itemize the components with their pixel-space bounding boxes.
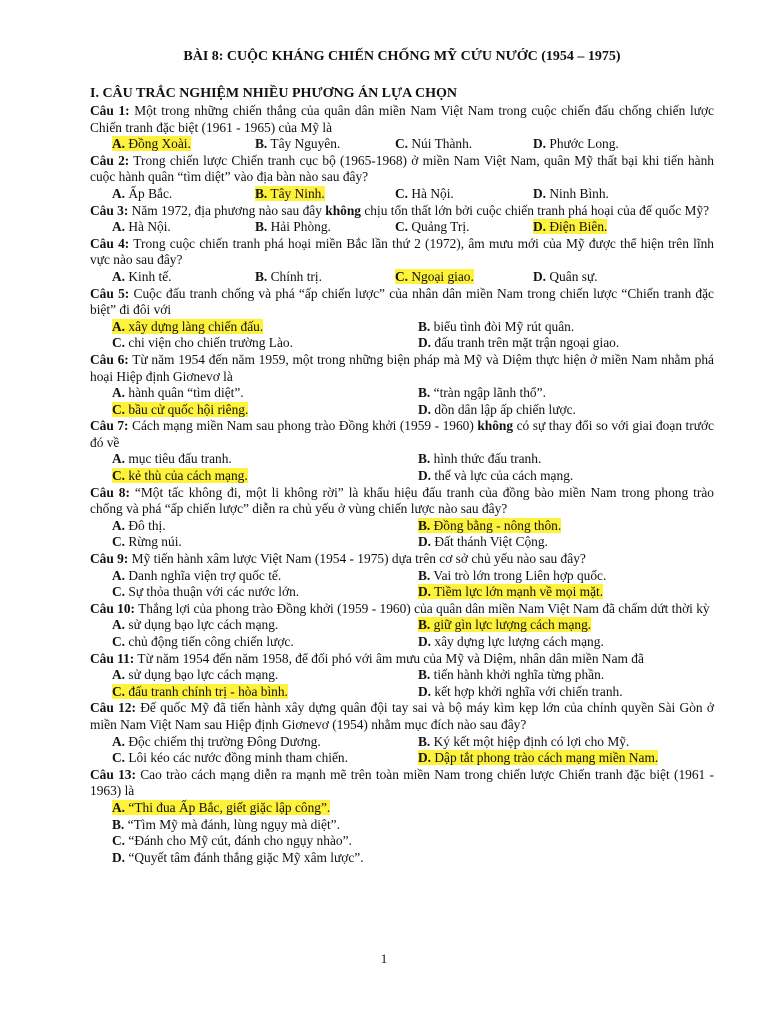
answer-option (255, 219, 395, 236)
option-text: Rừng núi. (125, 534, 182, 550)
option-letter: C. (112, 468, 126, 484)
option-letter: C. (395, 219, 409, 235)
answer-option-content (418, 468, 573, 483)
option-letter: C. (112, 584, 126, 600)
option-letter: A. (112, 185, 126, 201)
correct-answer-highlight (418, 617, 591, 632)
option-letter: A. (112, 268, 126, 284)
option-letter: C. (395, 268, 409, 284)
option-text: xây dựng làng chiến đấu. (125, 318, 264, 334)
correct-answer-highlight (112, 402, 248, 417)
option-text: Quảng Trị. (408, 219, 470, 235)
option-text: Điện Biên. (546, 219, 608, 235)
answer-option (395, 269, 533, 286)
option-letter: A. (112, 517, 126, 533)
option-text: Hải Phòng. (267, 219, 331, 235)
correct-answer-highlight (418, 518, 561, 533)
answer-options (90, 186, 714, 203)
option-text: hình thức đấu tranh. (430, 451, 542, 467)
answer-option (418, 335, 718, 352)
option-letter: B. (418, 667, 431, 683)
answer-option (112, 468, 418, 485)
option-text: đấu tranh trên mặt trận ngoại giao. (431, 335, 620, 351)
section-heading: I. CÂU TRẮC NGHIỆM NHIỀU PHƯƠNG ÁN LỰA CHỌN (90, 86, 457, 101)
answer-option (395, 136, 533, 153)
answer-option (533, 136, 673, 153)
option-text: “Tìm Mỹ mà đánh, lùng ngụy mà diệt”. (124, 816, 340, 832)
option-letter: D. (418, 401, 432, 417)
answer-option (112, 402, 418, 419)
answer-option-content (112, 833, 352, 848)
answer-option-content (255, 219, 331, 234)
option-letter: B. (255, 136, 268, 152)
question-number: Câu 11: (90, 650, 135, 666)
option-letter: C. (395, 136, 409, 152)
question-number: Câu 1: (90, 103, 130, 118)
option-text: Ngoại giao. (408, 268, 474, 284)
answer-options (90, 219, 714, 236)
answer-option-content (418, 568, 606, 583)
option-letter: B. (255, 268, 268, 284)
answer-options (90, 518, 714, 551)
option-letter: D. (418, 335, 432, 351)
question-stem (90, 418, 714, 451)
answer-option (112, 617, 418, 634)
correct-answer-highlight (255, 186, 325, 201)
answer-option-content (418, 634, 604, 649)
option-text: “Đánh cho Mỹ cút, đánh cho ngụy nhào”. (125, 833, 352, 849)
option-letter: B. (418, 385, 431, 401)
question-keyword: không (477, 418, 514, 434)
answer-option (418, 734, 718, 751)
question-stem (90, 601, 714, 618)
option-letter: A. (112, 451, 126, 467)
answer-option (418, 534, 718, 551)
option-text: Núi Thành. (408, 136, 473, 152)
option-letter: B. (255, 185, 268, 201)
question-text: Đế quốc Mỹ đã tiến hành xây dựng quân đội tay sai và bộ máy kìm kẹp lớn của chính quyền Sài Gòn ở miền Nam Việt Nam sau Hiệp định Giơnevơ (1954) nhằm mục đích nào sau đây? (90, 700, 714, 732)
question-text: “Một tấc không đi, một li không rời” là khẩu hiệu đấu tranh của đồng bào miền Nam trong phong trào chống và phá “ấp chiến lược” diễn ra chủ yếu ở vùng chiến lược nào sau đây? (90, 484, 714, 517)
answer-option-content (112, 750, 348, 765)
question-stem (90, 286, 714, 319)
page-title: BÀI 8: CUỘC KHÁNG CHIẾN CHỐNG MỸ CỨU NƯỚC (1954 – 1975) (183, 49, 621, 64)
answer-option-content (533, 269, 598, 284)
answer-option-content (112, 667, 278, 682)
option-letter: C. (395, 185, 409, 201)
answer-option (112, 269, 255, 286)
option-text: tiến hành khởi nghĩa từng phần. (430, 667, 605, 683)
option-text: hành quân “tìm diệt”. (125, 385, 244, 401)
option-text: Phước Long. (546, 136, 619, 152)
correct-answer-highlight (112, 684, 288, 699)
option-letter: B. (418, 617, 431, 633)
question-stem (90, 352, 714, 385)
answer-options (90, 734, 714, 767)
option-text: Sự thỏa thuận với các nước lớn. (125, 584, 300, 600)
option-letter: A. (112, 318, 126, 334)
question-stem (90, 700, 714, 733)
question-number: Câu 12: (90, 700, 136, 716)
answer-option-content (533, 186, 609, 201)
option-text: Ấp Bắc. (125, 185, 173, 201)
option-letter: B. (418, 517, 431, 533)
answer-option-content (418, 534, 548, 549)
question-text: Một trong những chiến thắng của quân dân miền Nam Việt Nam trong cuộc chiến đấu chống chiến lược Chiến tranh đặc biệt (1961 - 1965) của Mỹ là (90, 103, 714, 135)
answer-option-content (112, 451, 232, 466)
option-letter: B. (418, 733, 431, 749)
answer-option (533, 219, 673, 236)
answer-option (533, 269, 673, 286)
question-stem (90, 551, 714, 568)
answer-option-content (112, 634, 294, 649)
option-letter: A. (112, 667, 126, 683)
answer-option (112, 186, 255, 203)
option-letter: A. (112, 733, 126, 749)
question-text: Từ năm 1954 đến năm 1959, một trong những biện pháp mà Mỹ và Diệm thực hiện ở miền Nam nhằm phá hoại Hiệp định Giơnevơ là (90, 351, 714, 384)
option-letter: D. (533, 268, 547, 284)
answer-option (418, 402, 718, 419)
answer-option-content (255, 136, 340, 151)
option-text: Đồng Xoài. (125, 136, 191, 152)
answer-option (395, 219, 533, 236)
answer-option-content (112, 534, 182, 549)
answer-option (112, 534, 418, 551)
question-text: Trong cuộc chiến tranh phá hoại miền Bắc lần thứ 2 (1972), âm mưu mới của Mỹ được thể hiện trên lĩnh vực nào sau đây? (90, 235, 714, 268)
option-letter: C. (112, 534, 126, 550)
question-stem (90, 485, 714, 518)
question-number: Câu 4: (90, 235, 130, 251)
option-letter: D. (533, 185, 547, 201)
option-text: Lôi kéo các nước đồng minh tham chiến. (125, 750, 348, 766)
answer-option-content (112, 269, 172, 284)
option-text: Ký kết một hiệp định có lợi cho Mỹ. (430, 733, 630, 749)
option-letter: D. (112, 849, 126, 865)
answer-options (90, 269, 714, 286)
question-text-continued: chịu tổn thất lớn bởi cuộc chiến tranh phá hoại của đế quốc Mỹ? (361, 202, 710, 218)
question-text: Thắng lợi của phong trào Đồng khởi (1959 - 1960) của quân dân miền Nam Việt Nam đã chấm dứt thời kỳ (135, 600, 710, 616)
question-text: Mỹ tiến hành xâm lược Việt Nam (1954 - 1975) dựa trên cơ sở chủ yếu nào sau đây? (128, 551, 586, 567)
question-number: Câu 3: (90, 202, 129, 218)
answer-option (418, 634, 718, 651)
option-text: Danh nghĩa viện trợ quốc tế. (125, 567, 282, 583)
answer-option (112, 850, 714, 867)
option-text: xây dựng lực lượng cách mạng. (431, 634, 604, 649)
option-text: mục tiêu đấu tranh. (125, 451, 232, 467)
option-letter: A. (112, 136, 126, 152)
answer-option (418, 617, 718, 634)
answer-options (90, 667, 714, 700)
question-stem (90, 651, 714, 668)
option-letter: D. (418, 634, 432, 649)
option-letter: C. (112, 401, 126, 417)
answer-option (112, 335, 418, 352)
question-number: Câu 10: (90, 600, 136, 616)
answer-option (112, 634, 418, 651)
answer-option-content (533, 136, 619, 151)
answer-option (395, 186, 533, 203)
option-text: “Quyết tâm đánh thắng giặc Mỹ xâm lược”. (125, 849, 364, 865)
option-text: giữ gìn lực lượng cách mạng. (430, 617, 592, 633)
question-number: Câu 9: (90, 551, 129, 567)
answer-option (418, 684, 718, 701)
option-letter: C. (112, 750, 126, 766)
option-letter: C. (112, 683, 126, 699)
answer-option-content (112, 385, 244, 400)
answer-option-content (418, 667, 604, 682)
question-list (90, 103, 714, 866)
question-text-continued: có sự thay đổi so với giai đoạn trước đó về (90, 418, 714, 450)
option-letter: D. (533, 219, 547, 235)
question-text: Cao trào cách mạng diễn ra mạnh mẽ trên toàn miền Nam trong chiến lược Chiến tranh đặc biệt (1961 - 1963) là (90, 766, 714, 799)
option-letter: C. (112, 833, 126, 849)
question-number: Câu 6: (90, 351, 129, 367)
option-text: Hà Nội. (125, 219, 171, 235)
answer-options (90, 451, 714, 484)
option-text: kẻ thù của cách mạng. (125, 468, 248, 484)
answer-option-content (418, 451, 541, 466)
answer-option-content (112, 584, 299, 599)
answer-option (418, 451, 718, 468)
answer-option-content (418, 385, 546, 400)
question-keyword: không (325, 202, 361, 218)
correct-answer-highlight (533, 219, 607, 234)
option-letter: B. (418, 451, 431, 467)
answer-option (112, 750, 418, 767)
option-text: Tây Ninh. (267, 185, 325, 201)
option-letter: A. (112, 617, 126, 633)
option-letter: C. (112, 634, 126, 649)
answer-option (418, 584, 718, 601)
option-text: Đồng bằng - nông thôn. (430, 517, 562, 533)
answer-option-content (418, 335, 619, 350)
option-text: sử dụng bạo lực cách mạng. (125, 617, 279, 633)
answer-options (90, 319, 714, 352)
answer-option (418, 319, 718, 336)
option-letter: A. (112, 219, 126, 235)
option-letter: B. (418, 318, 431, 334)
question-text: Năm 1972, địa phương nào sau đây (128, 202, 326, 218)
answer-option (112, 684, 418, 701)
correct-answer-highlight (112, 319, 263, 334)
option-text: Tây Nguyên. (267, 136, 341, 152)
answer-option (255, 269, 395, 286)
option-letter: D. (418, 584, 432, 600)
answer-option-content (112, 219, 171, 234)
answer-option (112, 451, 418, 468)
option-letter: A. (112, 567, 126, 583)
option-text: thế và lực của cách mạng. (431, 468, 574, 484)
option-text: chủ động tiến công chiến lược. (125, 634, 294, 649)
option-text: chi viện cho chiến trường Lào. (125, 335, 293, 351)
option-text: Tiềm lực lớn mạnh về mọi mặt. (431, 584, 604, 600)
answer-options (90, 800, 714, 866)
question-stem (90, 103, 714, 136)
answer-options (90, 385, 714, 418)
question-number: Câu 13: (90, 766, 136, 782)
option-text: Đất thánh Việt Cộng. (431, 534, 548, 550)
option-text: “tràn ngập lãnh thổ”. (430, 385, 546, 401)
question-stem (90, 153, 714, 186)
option-text: biểu tình đòi Mỹ rút quân. (430, 318, 575, 334)
option-letter: B. (112, 816, 125, 832)
option-text: dồn dân lập ấp chiến lược. (431, 401, 576, 417)
option-text: Hà Nội. (408, 185, 454, 201)
option-text: Đô thị. (125, 517, 166, 533)
option-text: kết hợp khởi nghĩa với chiến tranh. (431, 683, 623, 699)
question-number: Câu 7: (90, 418, 129, 434)
answer-options (90, 568, 714, 601)
correct-answer-highlight (395, 269, 474, 284)
answer-option (255, 186, 395, 203)
answer-option (112, 136, 255, 153)
option-text: “Thi đua Ấp Bắc, giết giặc lập công”. (125, 799, 331, 815)
question-number: Câu 5: (90, 285, 130, 301)
option-letter: D. (418, 534, 432, 550)
answer-option (418, 750, 718, 767)
option-text: bầu cử quốc hội riêng. (125, 401, 249, 417)
option-text: Dập tắt phong trào cách mạng miền Nam. (431, 750, 659, 766)
option-text: Vai trò lớn trong Liên hợp quốc. (430, 567, 607, 583)
question-text: Cách mạng miền Nam sau phong trào Đồng khởi (1959 - 1960) (128, 418, 478, 434)
answer-option (418, 385, 718, 402)
option-letter: A. (112, 799, 126, 815)
answer-options (90, 136, 714, 153)
answer-option-content (112, 568, 281, 583)
answer-option (112, 734, 418, 751)
question-stem (90, 767, 714, 800)
question-stem (90, 203, 714, 220)
question-text: Cuộc đấu tranh chống và phá “ấp chiến lược” của nhân dân miền Nam trong chiến lược “Chiến tranh đặc biệt” đi đôi với (90, 285, 714, 318)
question-number: Câu 8: (90, 484, 130, 500)
option-text: đấu tranh chính trị - hòa bình. (125, 683, 288, 699)
option-letter: C. (112, 335, 126, 351)
option-text: Ninh Bình. (546, 185, 609, 201)
answer-option (418, 468, 718, 485)
answer-option-content (418, 319, 574, 334)
answer-option-content (395, 136, 472, 151)
answer-option (112, 319, 418, 336)
option-text: Độc chiếm thị trường Đông Dương. (125, 733, 321, 749)
answer-option (255, 136, 395, 153)
question-text: Trong chiến lược Chiến tranh cục bộ (1965-1968) ở miền Nam Việt Nam, quân Mỹ thất bại khi tiến hành cuộc hành quân “tìm diệt” vào địa bàn nào sau đây? (90, 152, 714, 185)
answer-option-content (395, 219, 469, 234)
option-text: Kinh tế. (125, 268, 172, 284)
answer-option-content (112, 186, 172, 201)
answer-option-content (255, 269, 322, 284)
option-letter: D. (418, 750, 432, 766)
question-stem (90, 236, 714, 269)
option-text: Chính trị. (267, 268, 322, 284)
answer-option-content (418, 402, 576, 417)
answer-option (112, 800, 714, 817)
correct-answer-highlight (112, 468, 248, 483)
answer-option-content (418, 734, 629, 749)
option-text: sử dụng bạo lực cách mạng. (125, 667, 279, 683)
answer-option (112, 385, 418, 402)
correct-answer-highlight (418, 584, 603, 599)
option-letter: D. (533, 136, 547, 152)
option-letter: A. (112, 385, 126, 401)
answer-option-content (112, 817, 340, 832)
answer-option-content (112, 617, 278, 632)
answer-option (112, 568, 418, 585)
option-text: Quân sự. (546, 268, 598, 284)
answer-option (112, 219, 255, 236)
page-number: 1 (380, 951, 388, 966)
answer-option (418, 667, 718, 684)
answer-option (112, 584, 418, 601)
answer-option (418, 568, 718, 585)
answer-option (533, 186, 673, 203)
option-letter: B. (418, 567, 431, 583)
correct-answer-highlight (418, 750, 658, 765)
question-text: Từ năm 1954 đến năm 1958, để đối phó với âm mưu của Mỹ và Diệm, nhân dân miền Nam đã (134, 650, 644, 666)
question-number: Câu 2: (90, 152, 130, 168)
option-letter: D. (418, 468, 432, 484)
answer-option (112, 667, 418, 684)
answer-option-content (112, 335, 293, 350)
answer-option-content (418, 684, 623, 699)
answer-option (112, 817, 714, 834)
answer-option (112, 833, 714, 850)
correct-answer-highlight (112, 800, 330, 815)
option-letter: D. (418, 683, 432, 699)
answer-options (90, 617, 714, 650)
answer-option (418, 518, 718, 535)
answer-option-content (112, 734, 321, 749)
answer-option (112, 518, 418, 535)
option-letter: B. (255, 219, 268, 235)
answer-option-content (395, 186, 454, 201)
answer-option-content (112, 850, 364, 865)
answer-option-content (112, 518, 166, 533)
correct-answer-highlight (112, 136, 191, 151)
